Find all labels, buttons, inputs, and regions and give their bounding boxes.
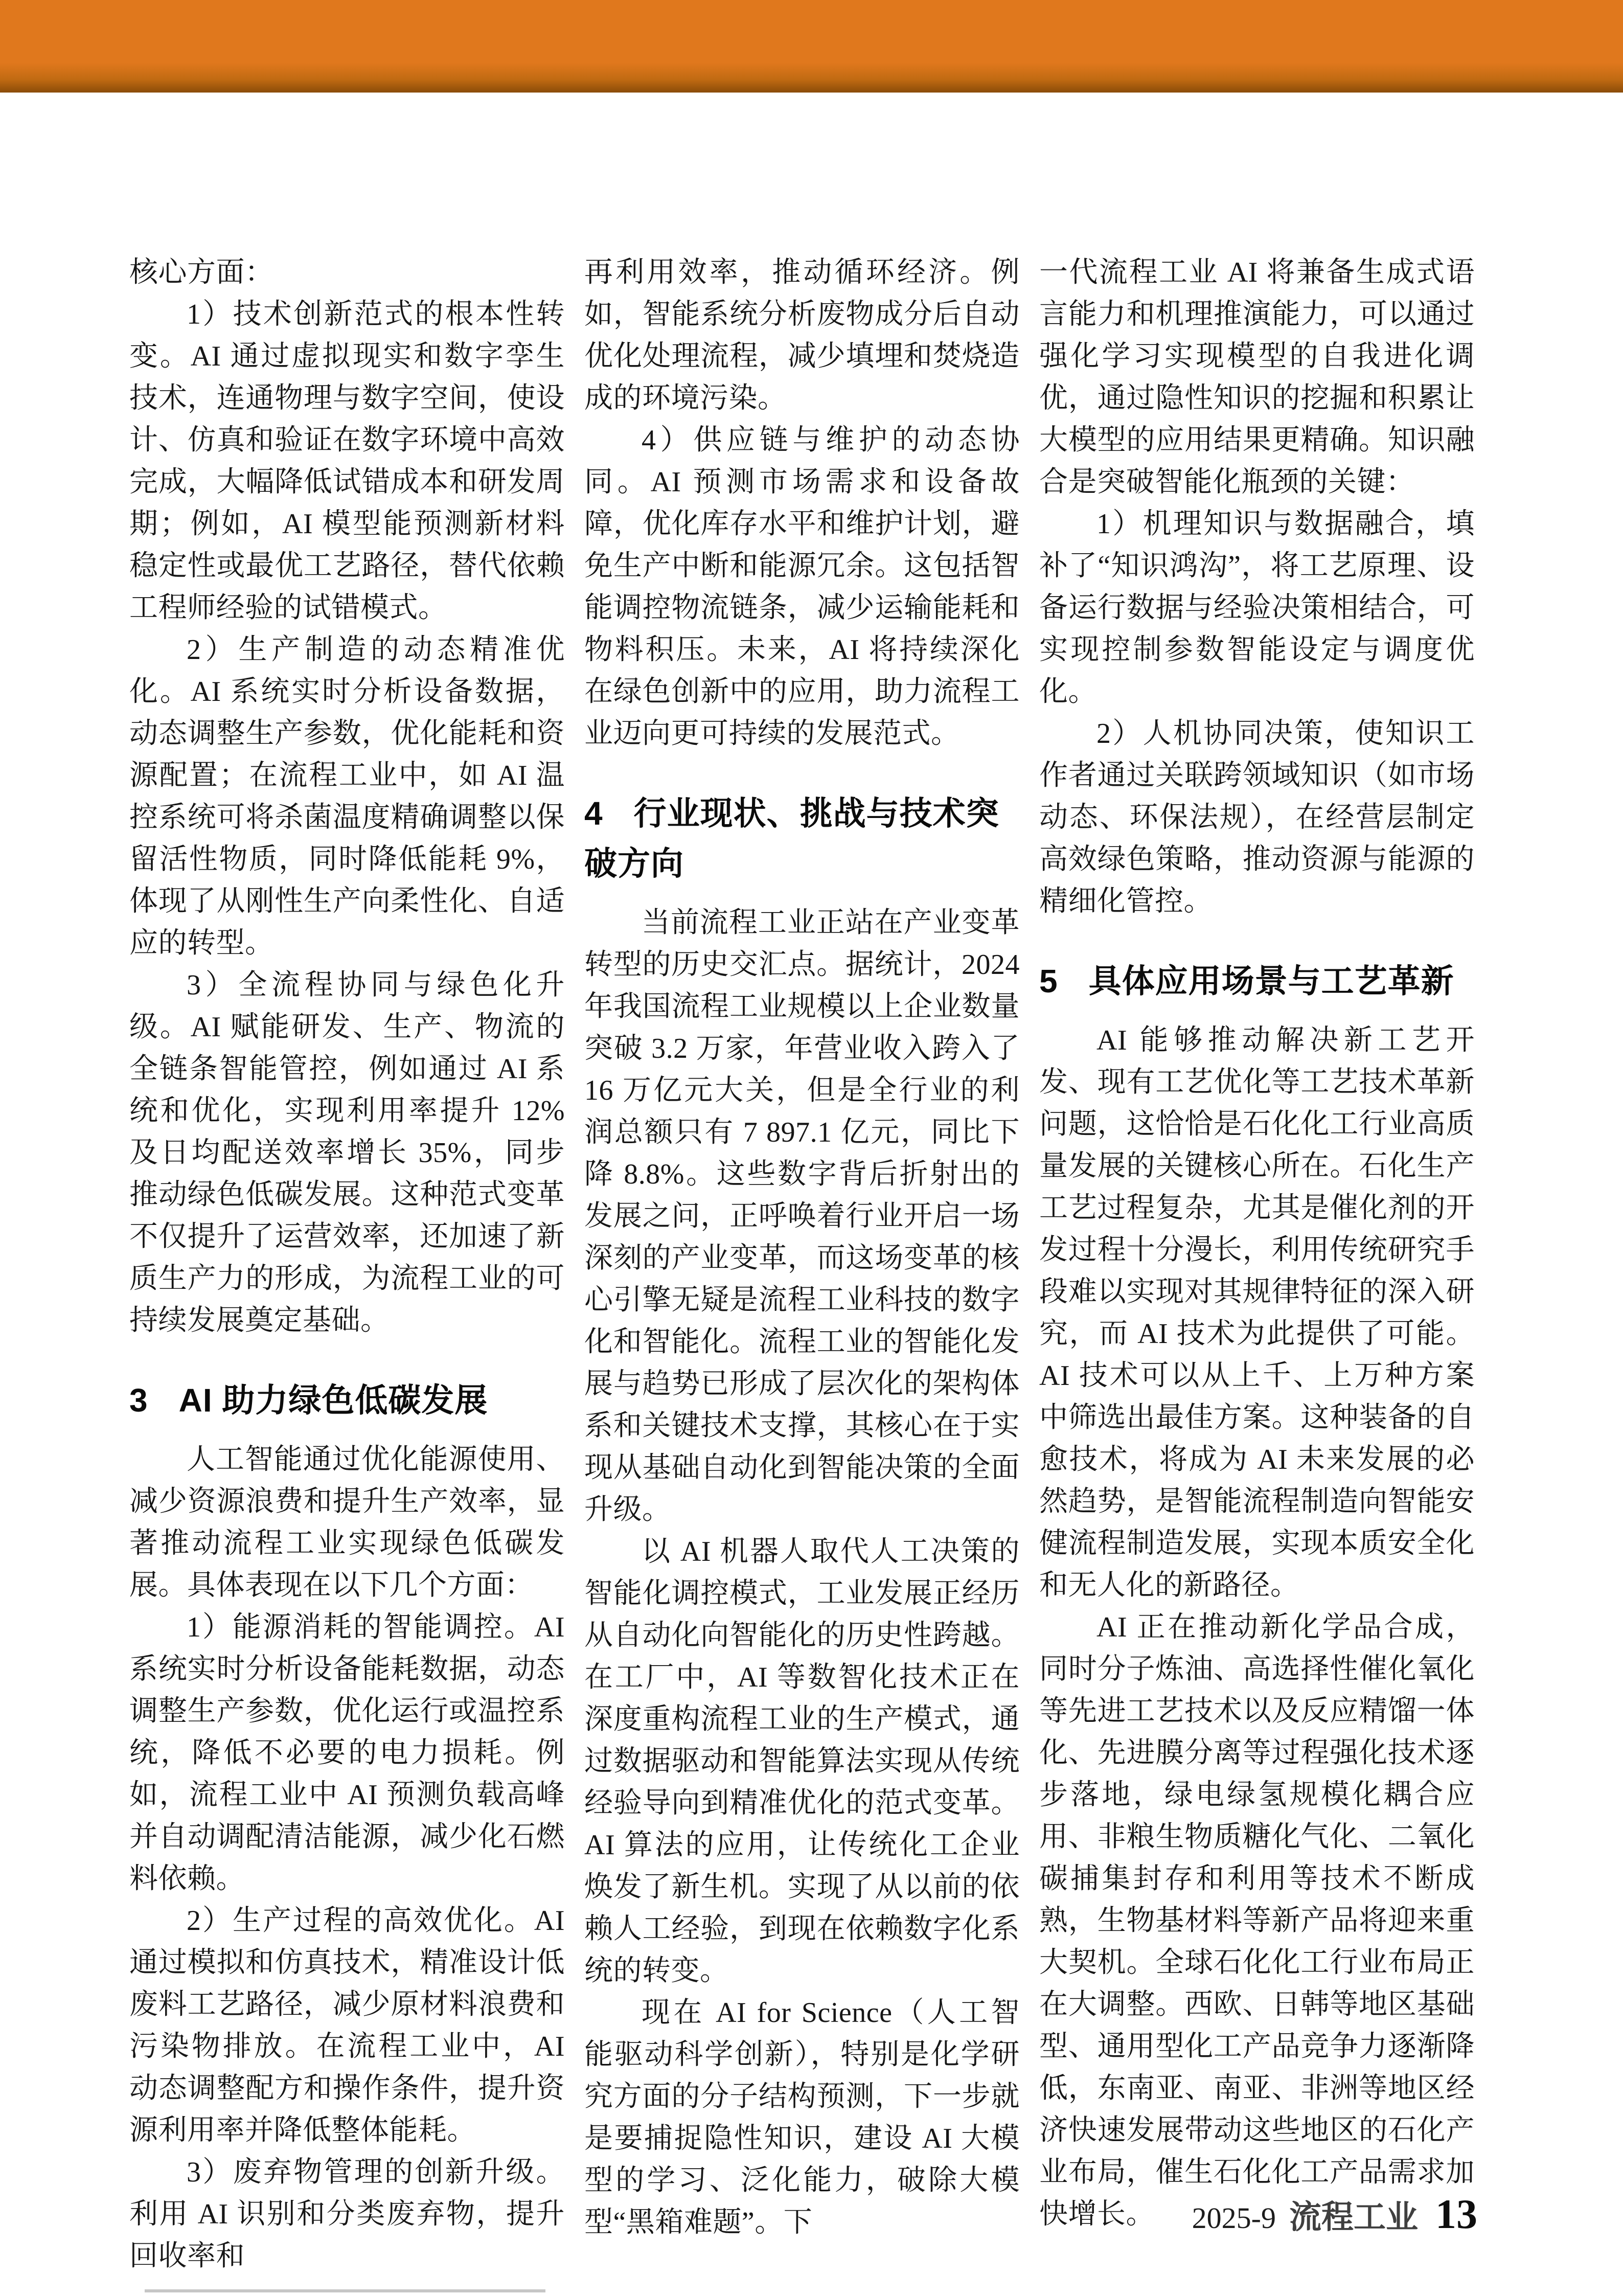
body-paragraph: 1）技术创新范式的根本性转变。AI 通过虚拟现实和数字孪生技术，连通物理与数字空间，使设计、仿真和验证在数字环境中高效完成，大幅降低试错成本和研发周期；例如，AI 模型能预测新材料稳定性或最优工艺路径，替代依赖工程师经验的试错模式。 [129, 299, 565, 624]
body-paragraph: 2）生产制造的动态精准优化。AI 系统实时分析设备数据，动态调整生产参数，优化能耗和资源配置；在流程工业中，如 AI 温控系统可将杀菌温度精确调整以保留活性物质，同时降低能耗 9%，体现了从刚性生产向柔性化、自适应的转型。 [129, 634, 565, 959]
magazine-name: 流程工业 [1289, 2199, 1418, 2235]
body-paragraph: 4）供应链与维护的动态协同。AI 预测市场需求和设备故障，优化库存水平和维护计划，避免生产中断和能源冗余。这包括智能调控物流链条，减少运输能耗和物料积压。未来，AI 将持续深化在绿色创新中的应用，助力流程工业迈向更可持续的发展范式。 [584, 424, 1020, 749]
body-paragraph: 人工智能通过优化能源使用、减少资源浪费和提升生产效率，显著推动流程工业实现绿色低碳发展。具体表现在以下几个方面： [129, 1444, 565, 1601]
body-paragraph: 3）废弃物管理的创新升级。利用 AI 识别和分类废弃物，提升回收率和 [129, 2156, 565, 2272]
section-title: AI 助力绿色低碳发展 [178, 1382, 488, 1419]
issue-label: 2025-9 [1192, 2201, 1276, 2235]
section-title: 行业现状、挑战与技术突破方向 [584, 795, 999, 882]
section-heading-4 [584, 788, 1020, 889]
page-footer [1192, 2190, 1477, 2238]
body-paragraph: 再利用效率，推动循环经济。例如，智能系统分析废物成分后自动优化处理流程，减少填埋和焚烧造成的环境污染。 [584, 257, 1020, 414]
section-title: 具体应用场景与工艺革新 [1088, 963, 1454, 999]
body-paragraph: 2）生产过程的高效优化。AI 通过模拟和仿真技术，精准设计低废料工艺路径，减少原材料浪费和污染物排放。在流程工业中，AI 动态调整配方和操作条件，提升资源利用率并降低整体能耗。 [129, 1905, 565, 2146]
page-number: 13 [1435, 2191, 1477, 2237]
body-paragraph: 1）机理知识与数据融合，填补了“知识鸿沟”，将工艺原理、设备运行数据与经验决策相结合，可实现控制参数智能设定与调度优化。 [1039, 508, 1475, 708]
section-number: 3 [129, 1382, 148, 1419]
bottom-edge-line [145, 2289, 545, 2292]
body-paragraph: 核心方面： [129, 257, 274, 288]
body-paragraph: 当前流程工业正站在产业变革转型的历史交汇点。据统计，2024 年我国流程工业规模以上企业数量突破 3.2 万家，年营业收入跨入了 16 万亿元大关，但是全行业的利润总额只有 7 897.1 亿元，同比下降 8.8%。这些数字背后折射出的发展之问，正呼唤着行业开启一场深刻的产业变革，而这场变革的核心引擎无疑是流程工业科技的数字化和智能化。流程工业的智能化发展与趋势已形成了层次化的架构体系和关键技术支撑，其核心在于实现从基础自动化到智能决策的全面升级。 [584, 907, 1020, 1526]
body-paragraph: 3）全流程协同与绿色化升级。AI 赋能研发、生产、物流的全链条智能管控，例如通过 AI 系统和优化，实现利用率提升 12% 及日均配送效率增长 35%，同步推动绿色低碳发展。这种范式变革不仅提升了运营效率，还加速了新质生产力的形成，为流程工业的可持续发展奠定基础。 [129, 969, 565, 1336]
section-heading-3 [129, 1375, 565, 1425]
text-column-2 [584, 252, 1020, 2243]
header-bar [0, 0, 1623, 93]
body-paragraph: AI 能够推动解决新工艺开发、现有工艺优化等工艺技术革新问题，这恰恰是石化化工行业高质量发展的关键核心所在。石化生产工艺过程复杂，尤其是催化剂的开发过程十分漫长，利用传统研究手段难以实现对其规律特征的深入研究，而 AI 技术为此提供了可能。AI 技术可以从上千、上万种方案中筛选出最佳方案。这种装备的自愈技术，将成为 AI 未来发展的必然趋势，是智能流程制造向智能安健流程制造发展，实现本质安全化和无人化的新路径。 [1039, 1025, 1475, 1601]
body-paragraph: 现在 AI for Science（人工智能驱动科学创新），特别是化学研究方面的分子结构预测，下一步就是要捕捉隐性知识，建设 AI 大模型的学习、泛化能力，破除大模型“黑箱难题”。下 [584, 1997, 1020, 2238]
body-paragraph: 1）能源消耗的智能调控。AI 系统实时分析设备能耗数据，动态调整生产参数，优化运行或温控系统，降低不必要的电力损耗。例如，流程工业中 AI 预测负载高峰并自动调配清洁能源，减少化石燃料依赖。 [129, 1611, 565, 1895]
body-paragraph: AI 正在推动新化学品合成，同时分子炼油、高选择性催化氧化等先进工艺技术以及反应精馏一体化、先进膜分离等过程强化技术逐步落地，绿电绿氢规模化耦合应用、非粮生物质糖化气化、二氧化碳捕集封存和利用等技术不断成熟，生物基材料等新产品将迎来重大契机。全球石化化工行业布局正在大调整。西欧、日韩等地区基础型、通用型化工产品竞争力逐渐降低，东南亚、南亚、非洲等地区经济快速发展带动这些地区的石化产业布局，催生石化化工产品需求加快增长。 [1039, 1611, 1475, 2230]
section-heading-5 [1039, 956, 1475, 1006]
section-number: 5 [1039, 963, 1058, 999]
body-paragraph: 一代流程工业 AI 将兼备生成式语言能力和机理推演能力，可以通过强化学习实现模型的自我进化调优，通过隐性知识的挖掘和积累让大模型的应用结果更精确。知识融合是突破智能化瓶颈的关键： [1039, 257, 1475, 498]
text-column-1 [129, 252, 565, 2277]
body-paragraph: 以 AI 机器人取代人工决策的智能化调控模式，工业发展正经历从自动化向智能化的历史性跨越。在工厂中，AI 等数智化技术正在深度重构流程工业的生产模式，通过数据驱动和智能算法实现从传统经验导向到精准优化的范式变革。AI 算法的应用，让传统化工企业焕发了新生机。实现了从以前的依赖人工经验，到现在依赖数字化系统的转变。 [584, 1536, 1020, 1987]
text-column-3 [1039, 252, 1475, 2235]
body-paragraph: 2）人机协同决策，使知识工作者通过关联跨领域知识（如市场动态、环保法规），在经营层制定高效绿色策略，推动资源与能源的精细化管控。 [1039, 718, 1475, 917]
section-number: 4 [584, 795, 603, 832]
